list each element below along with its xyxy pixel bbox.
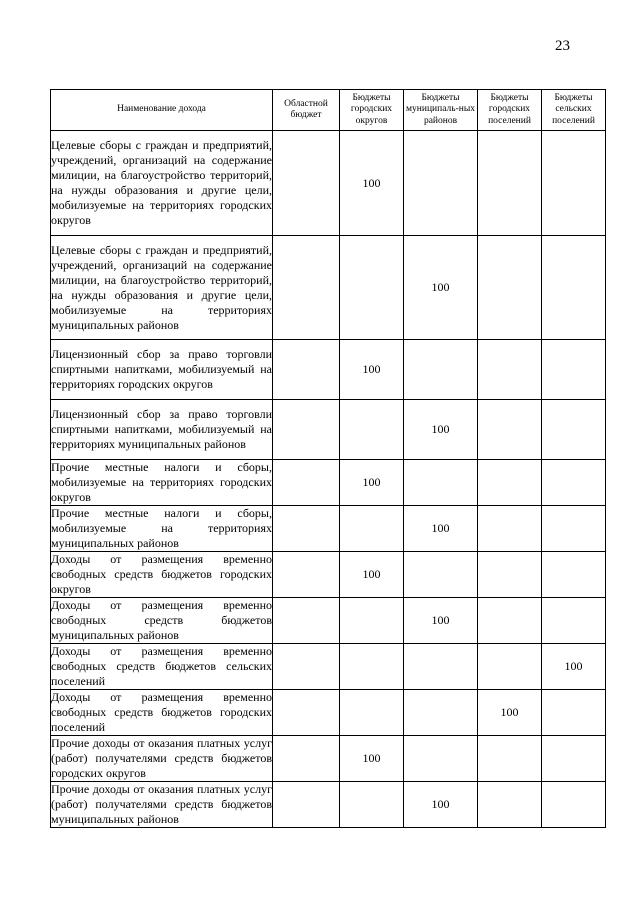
- percentage-cell: [478, 598, 542, 644]
- percentage-cell: [404, 552, 478, 598]
- percentage-cell: [273, 552, 340, 598]
- table-row: [51, 690, 606, 736]
- percentage-cell: [478, 782, 542, 828]
- revenue-distribution-table: [50, 89, 606, 828]
- table-row: [51, 340, 606, 400]
- percentage-cell: [273, 400, 340, 460]
- percentage-cell: [478, 460, 542, 506]
- percentage-cell: 100: [404, 506, 478, 552]
- revenue-name-cell: Прочие доходы от оказания платных услуг (работ) получателями средств бюджетов муниципальных районов: [51, 782, 272, 826]
- percentage-cell: [273, 236, 340, 340]
- table-row: [51, 598, 606, 644]
- percentage-cell: 100: [340, 552, 404, 598]
- revenue-name-cell: Прочие местные налоги и сборы, мобилизуемые на территориях муниципальных районов: [51, 506, 272, 550]
- percentage-cell: [542, 236, 606, 340]
- percentage-cell: [340, 690, 404, 736]
- header-row: [51, 90, 606, 131]
- percentage-cell: [542, 690, 606, 736]
- percentage-cell: [340, 506, 404, 552]
- column-header-rural-settlement-budgets: Бюджеты сельских поселений: [542, 90, 606, 131]
- table-row: [51, 644, 606, 690]
- column-header-regional-budget: Областной бюджет: [273, 90, 340, 131]
- percentage-cell: [340, 400, 404, 460]
- percentage-cell: [273, 460, 340, 506]
- percentage-cell: [478, 506, 542, 552]
- percentage-cell: [478, 340, 542, 400]
- percentage-cell: [273, 506, 340, 552]
- percentage-cell: 100: [340, 131, 404, 236]
- percentage-cell: [404, 690, 478, 736]
- table-header: [51, 90, 606, 131]
- percentage-cell: [478, 236, 542, 340]
- percentage-cell: [478, 131, 542, 236]
- percentage-cell: 100: [404, 400, 478, 460]
- column-header-city-district-budgets: Бюджеты городских округов: [340, 90, 404, 131]
- revenue-name-cell: Доходы от размещения временно свободных средств бюджетов муниципальных районов: [51, 598, 272, 642]
- percentage-cell: [273, 690, 340, 736]
- percentage-cell: [273, 782, 340, 828]
- percentage-cell: [478, 644, 542, 690]
- percentage-cell: [542, 340, 606, 400]
- percentage-cell: [478, 400, 542, 460]
- percentage-cell: [340, 598, 404, 644]
- percentage-cell: [340, 644, 404, 690]
- percentage-cell: [542, 400, 606, 460]
- percentage-cell: [404, 644, 478, 690]
- percentage-cell: [340, 782, 404, 828]
- table-row: [51, 506, 606, 552]
- percentage-cell: [542, 598, 606, 644]
- percentage-cell: [273, 644, 340, 690]
- revenue-name-cell: Прочие доходы от оказания платных услуг (работ) получателями средств бюджетов городских округов: [51, 736, 272, 780]
- percentage-cell: [542, 460, 606, 506]
- percentage-cell: [404, 131, 478, 236]
- percentage-cell: [273, 736, 340, 782]
- revenue-name-cell: Лицензионный сбор за право торговли спиртными напитками, мобилизуемый на территориях городских округов: [51, 340, 273, 400]
- table-row: [51, 552, 606, 598]
- column-header-urban-settlement-budgets: Бюджеты городских поселений: [478, 90, 542, 131]
- percentage-cell: [273, 131, 340, 236]
- percentage-cell: 100: [478, 690, 542, 736]
- percentage-cell: [478, 736, 542, 782]
- percentage-cell: [273, 340, 340, 400]
- column-header-revenue-name: Наименование дохода: [51, 90, 273, 131]
- percentage-cell: [542, 552, 606, 598]
- table-row: [51, 400, 606, 460]
- table-row: [51, 782, 606, 828]
- percentage-cell: [404, 340, 478, 400]
- column-header-municipal-district-budgets: Бюджеты муниципаль-ных районов: [404, 90, 478, 131]
- revenue-name-cell: Целевые сборы с граждан и предприятий, учреждений, организаций на содержание милиции, на благоустройство территорий, на нужды образования и другие цели, мобилизуемые на территориях городских округов: [51, 131, 273, 236]
- table-row: [51, 236, 606, 340]
- percentage-cell: [542, 782, 606, 828]
- table-row: [51, 736, 606, 782]
- percentage-cell: [404, 736, 478, 782]
- percentage-cell: [478, 552, 542, 598]
- percentage-cell: [542, 736, 606, 782]
- percentage-cell: [273, 598, 340, 644]
- revenue-name-cell: Лицензионный сбор за право торговли спиртными напитками, мобилизуемый на территориях муниципальных районов: [51, 400, 273, 460]
- percentage-cell: [340, 236, 404, 340]
- table-body: [51, 131, 606, 828]
- percentage-cell: [542, 506, 606, 552]
- percentage-cell: 100: [404, 236, 478, 340]
- revenue-name-cell: Целевые сборы с граждан и предприятий, учреждений, организаций на содержание милиции, на благоустройство территорий, на нужды образования и другие цели, мобилизуемые на территориях муниципальных районов: [51, 236, 273, 340]
- percentage-cell: 100: [340, 736, 404, 782]
- percentage-cell: [542, 131, 606, 236]
- revenue-name-cell: Доходы от размещения временно свободных средств бюджетов городских поселений: [51, 690, 272, 734]
- percentage-cell: [404, 460, 478, 506]
- percentage-cell: 100: [404, 598, 478, 644]
- percentage-cell: 100: [340, 340, 404, 400]
- revenue-name-cell: Прочие местные налоги и сборы, мобилизуемые на территориях городских округов: [51, 460, 272, 504]
- percentage-cell: 100: [340, 460, 404, 506]
- revenue-name-cell: Доходы от размещения временно свободных средств бюджетов сельских поселений: [51, 644, 272, 688]
- table-row: [51, 460, 606, 506]
- percentage-cell: 100: [542, 644, 606, 690]
- page-number: 23: [555, 38, 570, 54]
- revenue-name-cell: Доходы от размещения временно свободных средств бюджетов городских округов: [51, 552, 272, 596]
- percentage-cell: 100: [404, 782, 478, 828]
- table-row: [51, 131, 606, 236]
